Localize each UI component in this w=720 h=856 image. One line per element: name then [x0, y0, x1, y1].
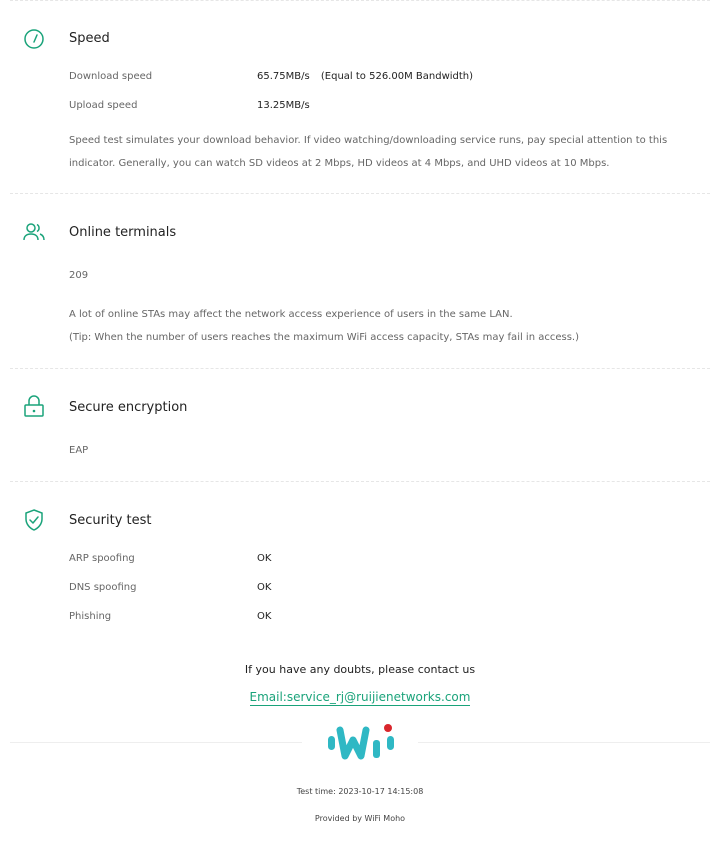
footer-divider-right: [418, 742, 710, 743]
download-speed-value: [257, 71, 473, 82]
upload-speed-label: Upload speed: [69, 100, 138, 111]
upload-speed-value: 13.25MB/s: [257, 100, 310, 111]
provided-by: Provided by WiFi Moho: [314, 814, 406, 823]
wifi-moho-logo: [326, 722, 396, 766]
encryption-value: EAP: [69, 445, 89, 456]
download-speed-label: Download speed: [69, 71, 153, 82]
section-divider: [10, 481, 710, 482]
phishing-label: Phishing: [69, 611, 112, 622]
footer-divider-left: [10, 742, 302, 743]
arp-spoofing-status: OK: [257, 553, 272, 564]
phishing-status: OK: [257, 611, 272, 622]
shield-check-icon: [22, 508, 46, 532]
secure-encryption-title: Secure encryption: [69, 400, 188, 415]
terminal-count: 209: [69, 270, 89, 281]
download-bandwidth-note: (Equal to 526.00M Bandwidth): [320, 71, 474, 82]
speed-description: Speed test simulates your download behavior. If video watching/downloading service runs, pay special attention to this indicator. Generally, you can watch SD videos at 2 Mbps, HD videos at 4 Mbps, and UHD videos at 10 Mbps.: [69, 135, 668, 169]
online-terminals-title: Online terminals: [69, 225, 177, 240]
download-speed-number: 65.75MB/s: [257, 71, 310, 82]
section-divider: [10, 193, 710, 194]
test-time: Test time: 2023-10-17 14:15:08: [296, 787, 424, 796]
dns-spoofing-label: DNS spoofing: [69, 582, 137, 593]
terminals-note: A lot of online STAs may affect the network access experience of users in the same LAN.: [69, 309, 513, 320]
security-test-title: Security test: [69, 513, 152, 528]
email-link[interactable]: Email:service_rj@ruijienetworks.com: [249, 690, 471, 704]
arp-spoofing-label: ARP spoofing: [69, 553, 135, 564]
contact-text: If you have any doubts, please contact us: [244, 663, 476, 676]
dns-spoofing-status: OK: [257, 582, 272, 593]
speed-title: Speed: [69, 31, 110, 46]
speedometer-icon: [22, 27, 46, 51]
section-divider: [10, 368, 710, 369]
top-divider: [10, 0, 710, 1]
terminals-tip: (Tip: When the number of users reaches the maximum WiFi access capacity, STAs may fail in access.): [69, 332, 579, 343]
users-icon: [22, 220, 46, 244]
email-container: [0, 686, 720, 705]
lock-icon: [22, 395, 46, 419]
